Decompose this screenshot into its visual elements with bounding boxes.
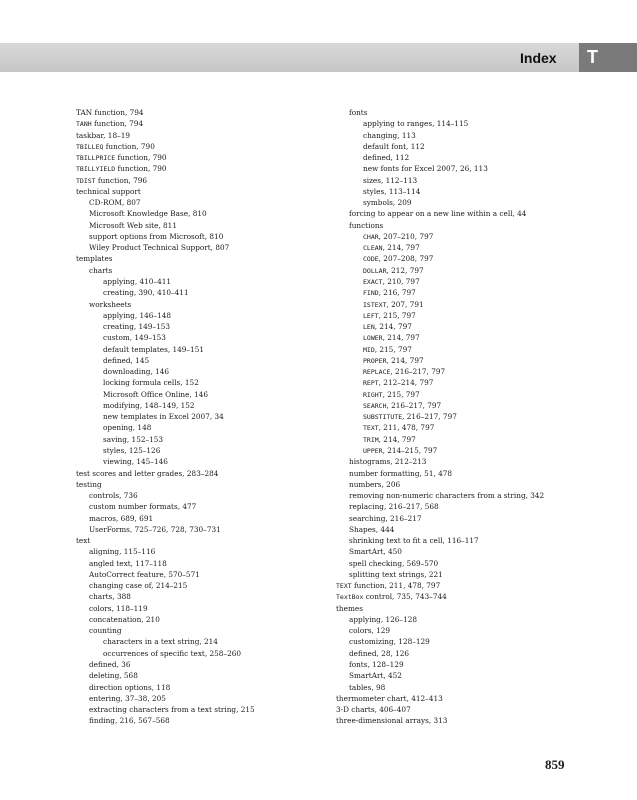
- index-column-right: [336, 107, 626, 727]
- index-entry: SmartArt, 450: [349, 547, 402, 557]
- index-entry: three-dimensional arrays, 313: [336, 716, 448, 726]
- index-entry: taskbar, 18–19: [76, 130, 131, 140]
- index-entry: LEN, 214, 797: [363, 322, 412, 332]
- index-entry: test scores and letter grades, 283–284: [76, 468, 219, 478]
- index-entry: TRIM, 214, 797: [363, 434, 416, 444]
- index-entry: EXACT, 210, 797: [363, 276, 420, 286]
- index-entry: replacing, 216–217, 568: [349, 502, 439, 512]
- index-entry: text: [76, 536, 91, 546]
- index-entry: TBILLEQ function, 790: [76, 141, 155, 151]
- index-entry: CD-ROM, 807: [89, 198, 141, 208]
- index-entry: MID, 215, 797: [363, 344, 412, 354]
- index-entry: defined, 36: [89, 660, 131, 670]
- index-entry: new fonts for Excel 2007, 26, 113: [363, 164, 488, 174]
- index-entry: themes: [336, 603, 363, 613]
- index-entry: angled text, 117–118: [89, 558, 167, 568]
- index-entry: applying, 410–411: [103, 276, 171, 286]
- index-entry: defined, 28, 126: [349, 648, 410, 658]
- index-entry: characters in a text string, 214: [103, 637, 218, 647]
- index-entry: AutoCorrect feature, 570–571: [89, 569, 200, 579]
- index-entry: spell checking, 569–570: [349, 558, 439, 568]
- index-entry: symbols, 209: [363, 198, 412, 208]
- index-entry: CHAR, 207–210, 797: [363, 231, 434, 241]
- index-entry: entering, 37–38, 205: [89, 693, 166, 703]
- index-entry: functions: [349, 220, 384, 230]
- index-entry: occurrences of specific text, 258–260: [103, 648, 242, 658]
- index-entry: UPPER, 214–215, 797: [363, 445, 438, 455]
- index-entry: UserForms, 725–726, 728, 730–731: [89, 524, 221, 534]
- index-entry: LOWER, 214, 797: [363, 333, 420, 343]
- letter-tab-label: T: [587, 47, 598, 67]
- index-entry: TBILLYIELD function, 790: [76, 164, 167, 174]
- index-entry: customizing, 128–129: [349, 637, 430, 647]
- index-entry: Shapes, 444: [349, 524, 395, 534]
- index-entry: aligning, 115–116: [89, 547, 156, 557]
- index-entry: support options from Microsoft, 810: [89, 231, 224, 241]
- index-entry: applying to ranges, 114–115: [363, 119, 469, 129]
- index-entry: creating, 390, 410–411: [103, 288, 189, 298]
- index-entry: splitting text strings, 221: [349, 569, 443, 579]
- index-entry: FIND, 216, 797: [363, 288, 416, 298]
- index-entry: colors, 129: [349, 626, 391, 636]
- index-entry: charts, 388: [89, 592, 131, 602]
- index-entry: saving, 152–153: [103, 434, 164, 444]
- index-entry: applying, 126–128: [349, 614, 417, 624]
- index-entry: styles, 113–114: [363, 186, 421, 196]
- index-entry: technical support: [76, 186, 141, 196]
- index-entry: changing, 113: [363, 130, 416, 140]
- index-entry: TextBox control, 735, 743–744: [336, 592, 447, 602]
- index-entry: CLEAN, 214, 797: [363, 243, 420, 253]
- index-entry: defined, 112: [363, 153, 410, 163]
- index-entry: SUBSTITUTE, 216–217, 797: [363, 412, 457, 422]
- index-entry: custom, 149–153: [103, 333, 166, 343]
- index-entry: defined, 145: [103, 355, 150, 365]
- letter-tab: [579, 43, 637, 72]
- index-entry: styles, 125–126: [103, 445, 161, 455]
- index-entry: TBILLPRICE function, 790: [76, 153, 167, 163]
- index-entry: creating, 149–153: [103, 322, 171, 332]
- index-entry: colors, 118–119: [89, 603, 148, 613]
- index-entry: opening, 148: [103, 423, 152, 433]
- index-entry: default font, 112: [363, 141, 425, 151]
- index-entry: fonts: [349, 108, 368, 117]
- index-entry: extracting characters from a text string, 215: [89, 705, 255, 715]
- index-entry: modifying, 148–149, 152: [103, 400, 195, 410]
- index-entry: RIGHT, 215, 797: [363, 389, 420, 399]
- index-entry: new templates in Excel 2007, 34: [103, 412, 224, 422]
- index-entry: Microsoft Knowledge Base, 810: [89, 209, 207, 219]
- index-entry: removing non-numeric characters from a string, 342: [349, 491, 545, 501]
- index-entry: Wiley Product Technical Support, 807: [89, 243, 230, 253]
- index-column-left: [76, 107, 338, 727]
- index-entry: CODE, 207–208, 797: [363, 254, 434, 264]
- index-entry: deleting, 568: [89, 671, 138, 681]
- index-entry: TANH function, 794: [76, 119, 144, 129]
- index-entry: ISTEXT, 207, 791: [363, 299, 424, 309]
- index-entry: thermometer chart, 412–413: [336, 693, 443, 703]
- index-entry: forcing to appear on a new line within a cell, 44: [349, 209, 527, 219]
- index-entry: REPLACE, 216–217, 797: [363, 367, 446, 377]
- index-entry: controls, 736: [89, 491, 138, 501]
- index-entry: fonts, 128–129: [349, 660, 404, 670]
- index-entry: custom number formats, 477: [89, 502, 197, 512]
- index-entry: 3-D charts, 406–407: [336, 705, 411, 715]
- index-entry: direction options, 118: [89, 682, 171, 692]
- section-title: Index: [520, 50, 557, 66]
- index-entry: TAN function, 794: [76, 108, 144, 117]
- index-entry: SEARCH, 216–217, 797: [363, 400, 442, 410]
- page-number: 859: [545, 757, 565, 772]
- index-entry: worksheets: [89, 299, 132, 309]
- index-entry: TDIST function, 796: [76, 175, 148, 185]
- index-entry: finding, 216, 567–568: [89, 716, 170, 726]
- index-entry: charts: [89, 265, 113, 275]
- index-entry: PROPER, 214, 797: [363, 355, 424, 365]
- index-entry: sizes, 112–113: [363, 175, 418, 185]
- index-entry: testing: [76, 479, 102, 489]
- index-entry: number formatting, 51, 478: [349, 468, 453, 478]
- index-entry: searching, 216–217: [349, 513, 422, 523]
- index-entry: applying, 146–148: [103, 310, 171, 320]
- index-entry: viewing, 145–146: [103, 457, 168, 467]
- index-entry: Microsoft Web site, 811: [89, 220, 177, 230]
- index-entry: downloading, 146: [103, 367, 170, 377]
- index-entry: DOLLAR, 212, 797: [363, 265, 424, 275]
- index-entry: Microsoft Office Online, 146: [103, 389, 209, 399]
- index-entry: shrinking text to fit a cell, 116–117: [349, 536, 479, 546]
- index-entry: TEXT function, 211, 478, 797: [336, 581, 441, 591]
- index-entry: macros, 689, 691: [89, 513, 154, 523]
- index-entry: concatenation, 210: [89, 614, 160, 624]
- index-entry: counting: [89, 626, 122, 636]
- index-entry: histograms, 212–213: [349, 457, 427, 467]
- index-entry: LEFT, 215, 797: [363, 310, 416, 320]
- index-entry: templates: [76, 254, 113, 264]
- index-entry: default templates, 149–151: [103, 344, 204, 354]
- index-entry: SmartArt, 452: [349, 671, 402, 681]
- index-entry: TEXT, 211, 478, 797: [363, 423, 435, 433]
- index-entry: changing case of, 214–215: [89, 581, 188, 591]
- index-entry: locking formula cells, 152: [103, 378, 199, 388]
- index-entry: tables, 98: [349, 682, 386, 692]
- index-entry: numbers, 206: [349, 479, 401, 489]
- index-entry: REPT, 212–214, 797: [363, 378, 434, 388]
